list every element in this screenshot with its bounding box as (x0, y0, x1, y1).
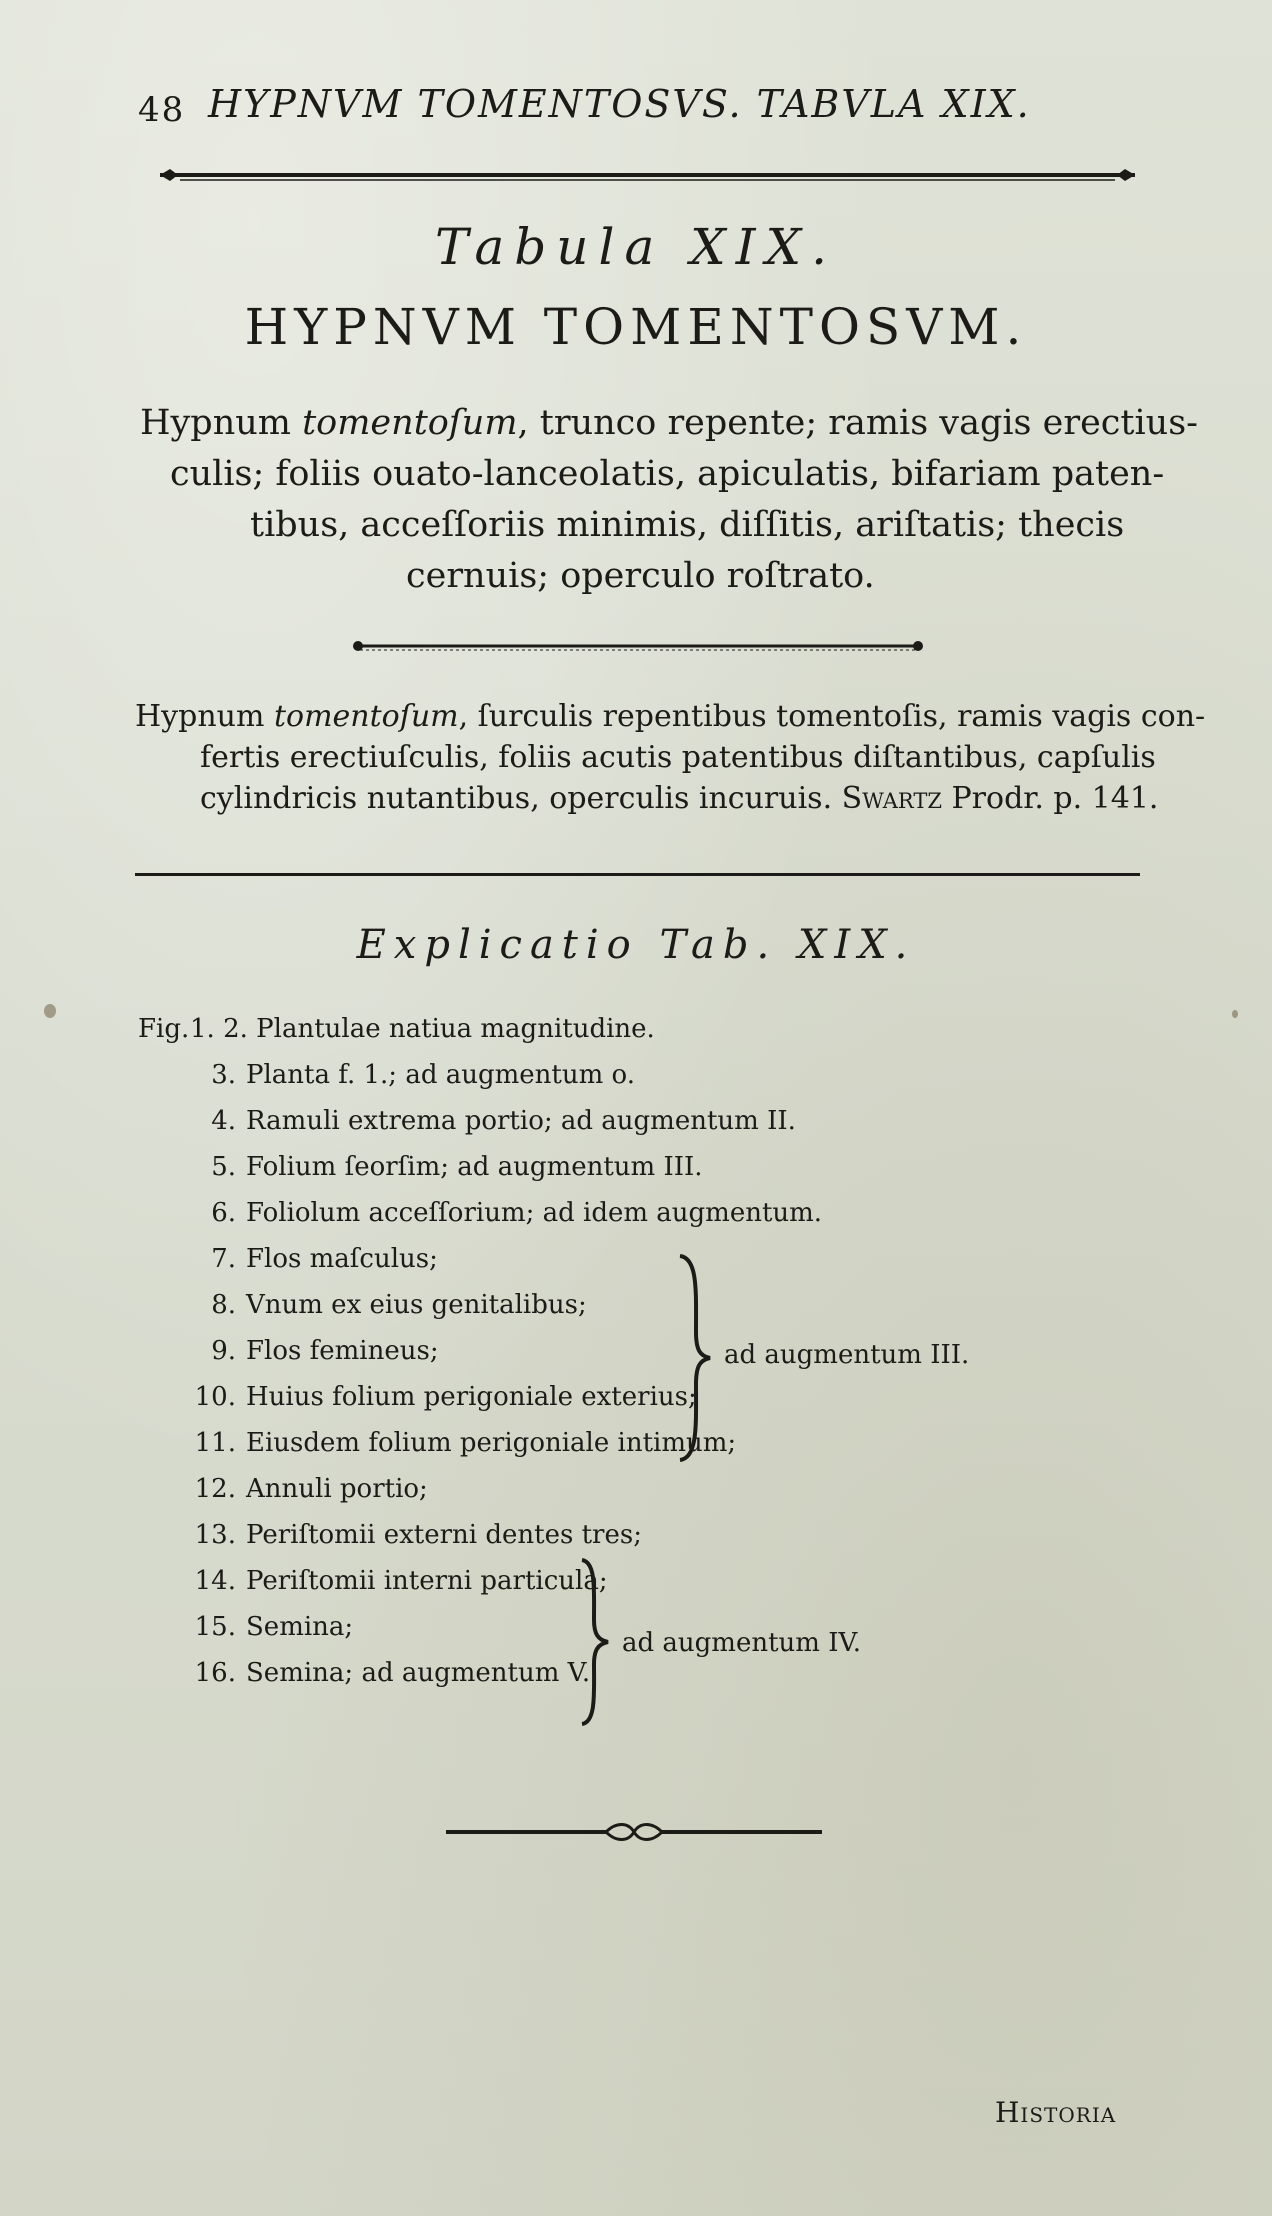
section-rule (135, 873, 1140, 876)
right-brace-icon (578, 1556, 612, 1728)
figure-entry: 14. Periſtomii interni particula; (194, 1566, 608, 1596)
ink-spot (1232, 1010, 1238, 1018)
figure-entry: 4. Ramuli extrema portio; ad augmentum II. (211, 1106, 796, 1136)
figure-entry: 3. Planta f. 1.; ad augmentum o. (211, 1060, 635, 1090)
running-head (138, 82, 1058, 140)
running-title: HYPNVM TOMENTOSVS. TABVLA XIX. (208, 82, 1031, 126)
author-name: Swartz (841, 781, 942, 816)
catchword: Historia (995, 2096, 1117, 2129)
figure-entry: 6. Foliolum acceſſorium; ad idem augmentum. (211, 1198, 823, 1228)
diagnosis-line: tibus, acceſſoriis minimis, diſſitis, ariſtatis; thecis (250, 505, 1125, 545)
right-brace-icon (676, 1252, 716, 1464)
augmentum-label: ad augmentum IV. (622, 1628, 861, 1658)
figure-entry: 1. 2. Plantulae natiua magnitudine. (190, 1014, 655, 1044)
figure-entry: 5. Folium ſeorſim; ad augmentum III. (211, 1152, 703, 1182)
diagnosis-line: culis; foliis ouato-lanceolatis, apiculatis, bifariam paten- (170, 454, 1165, 494)
figure-entry: 7. Flos maſculus; (211, 1244, 438, 1274)
figure-entry: 11. Eiusdem folium perigoniale intimum; (194, 1428, 737, 1458)
species-title: HYPNVM TOMENTOSVM. (244, 298, 1028, 356)
diagnosis-line: Hypnum tomentoſum, trunco repente; ramis vagis erectius- (140, 403, 1198, 443)
plate-title: Tabula XIX. (434, 218, 838, 276)
diagnosis-paragraph (140, 398, 1198, 602)
ornamental-rule (446, 1822, 822, 1842)
synonym-paragraph (135, 696, 1206, 819)
ornamental-rule (160, 162, 1135, 188)
diagnosis-line: cernuis; operculo roſtrato. (406, 556, 875, 596)
ornamental-rule (352, 636, 924, 656)
figure-entry: 10. Huius folium perigoniale exterius; (194, 1382, 697, 1412)
figure-entry: 8. Vnum ex eius genitalibus; (211, 1290, 587, 1320)
figure-entry: 15. Semina; (194, 1612, 354, 1642)
synonym-line: Hypnum tomentoſum, ſurculis repentibus tomentoſis, ramis vagis con- (135, 699, 1206, 734)
figure-entry: 9. Flos femineus; (211, 1336, 439, 1366)
augmentum-label: ad augmentum III. (724, 1340, 970, 1370)
page-number: 48 (138, 90, 186, 130)
fig-prefix: Fig. (138, 1014, 190, 1044)
ink-spot (44, 1004, 56, 1018)
synonym-line: cylindricis nutantibus, operculis incuruis. Swartz Prodr. p. 141. (200, 781, 1159, 816)
figure-entry: 16. Semina; ad augmentum V. (194, 1658, 591, 1688)
explicatio-title: Explicatio Tab. XIX. (356, 922, 916, 968)
figure-entry: 13. Periſtomii externi dentes tres; (194, 1520, 642, 1550)
synonym-line: fertis erectiuſculis, foliis acutis patentibus diſtantibus, capſulis (200, 740, 1156, 775)
figure-entry: 12. Annuli portio; (194, 1474, 428, 1504)
